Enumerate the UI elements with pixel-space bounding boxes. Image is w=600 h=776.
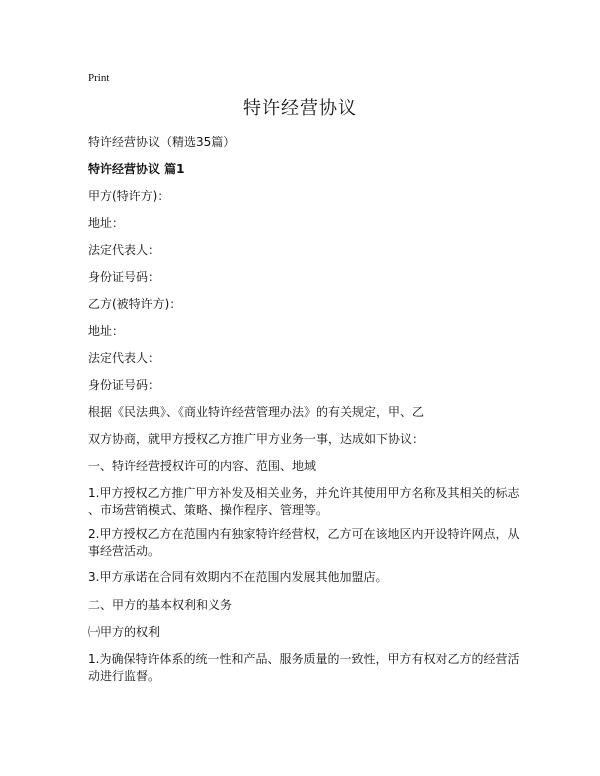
print-label: Print [88,72,110,84]
clause-1-1-line-2: 、市场营销模式、策略、操作程序、管理等。 [88,503,329,517]
section-heading: 特许经营协议 篇1 [88,162,185,176]
clause-2-1-line-1: 1.为确保特许体系的统一性和产品、服务质量的一致性，甲方有权对乙方的经营活 [88,652,520,666]
clause-1-3-line: 3.甲方承诺在合同有效期内不在范围内发展其他加盟店。 [88,570,388,584]
clause-1-2-line-2: 事经营活动。 [88,544,161,558]
clause-1-2-line-1: 2.甲方授权乙方在范围内有独家特许经营权，乙方可在该地区内开设特许网点，从 [88,527,520,541]
clause-2-1-line-2: 动进行监督。 [88,669,161,683]
clause-2-heading: 二、甲方的基本权利和义务 [88,598,233,612]
party-b-rep-line: 法定代表人： [88,351,161,365]
preamble-line-2: 双方协商，就甲方授权乙方推广甲方业务一事，达成如下协议： [88,432,425,446]
document-subtitle: 特许经营协议（精选35篇） [88,135,236,149]
document-title: 特许经营协议 [243,98,357,119]
party-b-id-line: 身份证号码： [88,378,161,392]
party-a-line: 甲方(特许方)： [88,189,170,203]
party-a-rep-line: 法定代表人： [88,243,161,257]
clause-1-heading: 一、特许经营授权许可的内容、范围、地域 [88,459,317,473]
party-b-address-line: 地址： [88,324,125,338]
preamble-line-1: 根据《民法典》、《商业特许经营管理办法》的有关规定，甲、乙 [88,405,425,419]
clause-1-1-line-1: 1.甲方授权乙方推广甲方补发及相关业务，并允许其使用甲方名称及其相关的标志 [88,486,520,500]
clause-2-sub-heading: ㈠甲方的权利 [88,625,161,639]
party-b-line: 乙方(被特许方)： [88,297,182,311]
party-a-id-line: 身份证号码： [88,270,161,284]
party-a-address-line: 地址： [88,216,125,230]
